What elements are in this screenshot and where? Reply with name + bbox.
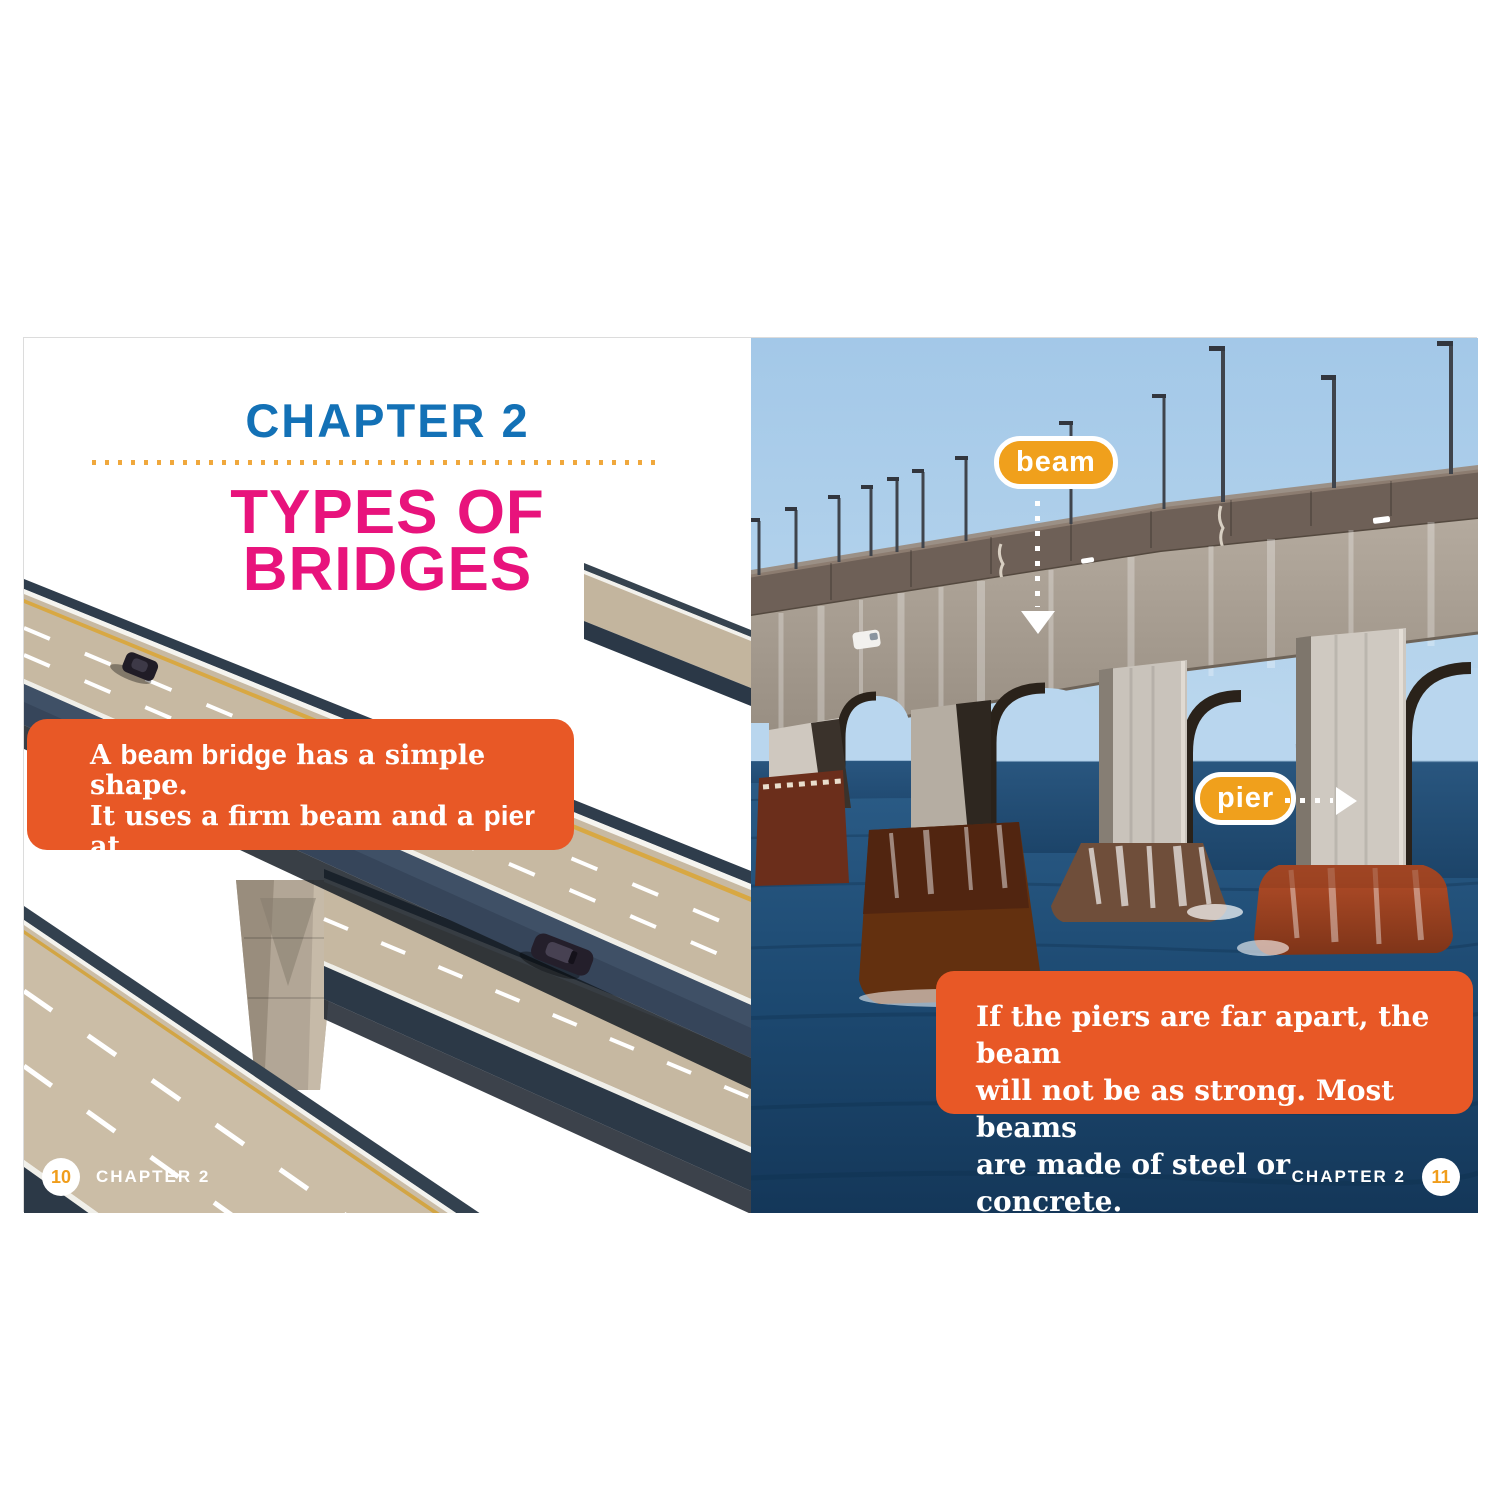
callout-line: are made of steel or concrete. [976, 1148, 1290, 1213]
pier-far-left [755, 718, 851, 886]
page-number-badge: 10 [42, 1158, 80, 1196]
beam-bridge-callout [27, 719, 574, 892]
chapter-title [24, 478, 751, 604]
chapter-title-line2: BRIDGES [242, 535, 533, 604]
footer-chapter-label: CHAPTER 2 [96, 1167, 211, 1186]
pier-label: pier [1195, 772, 1296, 825]
down-triangle-pointer-icon [1021, 611, 1055, 634]
callout-line: will not be as strong. Most beams [976, 1074, 1395, 1144]
open-book-spread [23, 337, 1477, 1212]
beam-label: beam [994, 436, 1118, 489]
right-page [751, 338, 1478, 1213]
pier-dotted-connector [1285, 798, 1333, 803]
term-beam-bridge: beam bridge [120, 739, 287, 770]
callout-line: If the piers are far apart, the beam [976, 1000, 1430, 1070]
left-page [24, 338, 751, 1213]
right-triangle-pointer-icon [1336, 787, 1357, 815]
chapter-title-line1: TYPES OF [230, 478, 545, 547]
dotted-separator [92, 460, 660, 465]
callout-line: A beam bridge has a simple shape. [90, 739, 486, 801]
right-page-footer [1292, 1157, 1460, 1197]
term-pier: pier [483, 800, 536, 831]
chapter-kicker: CHAPTER 2 [245, 394, 530, 447]
callout-line: It uses a firm beam and a pier at [90, 800, 536, 862]
footer-chapter-label: CHAPTER 2 [1291, 1167, 1406, 1186]
callout-line: each end. [90, 861, 236, 892]
beam-dotted-connector [1035, 501, 1040, 607]
left-page-footer [42, 1157, 210, 1197]
page-number-badge: 11 [1422, 1158, 1460, 1196]
